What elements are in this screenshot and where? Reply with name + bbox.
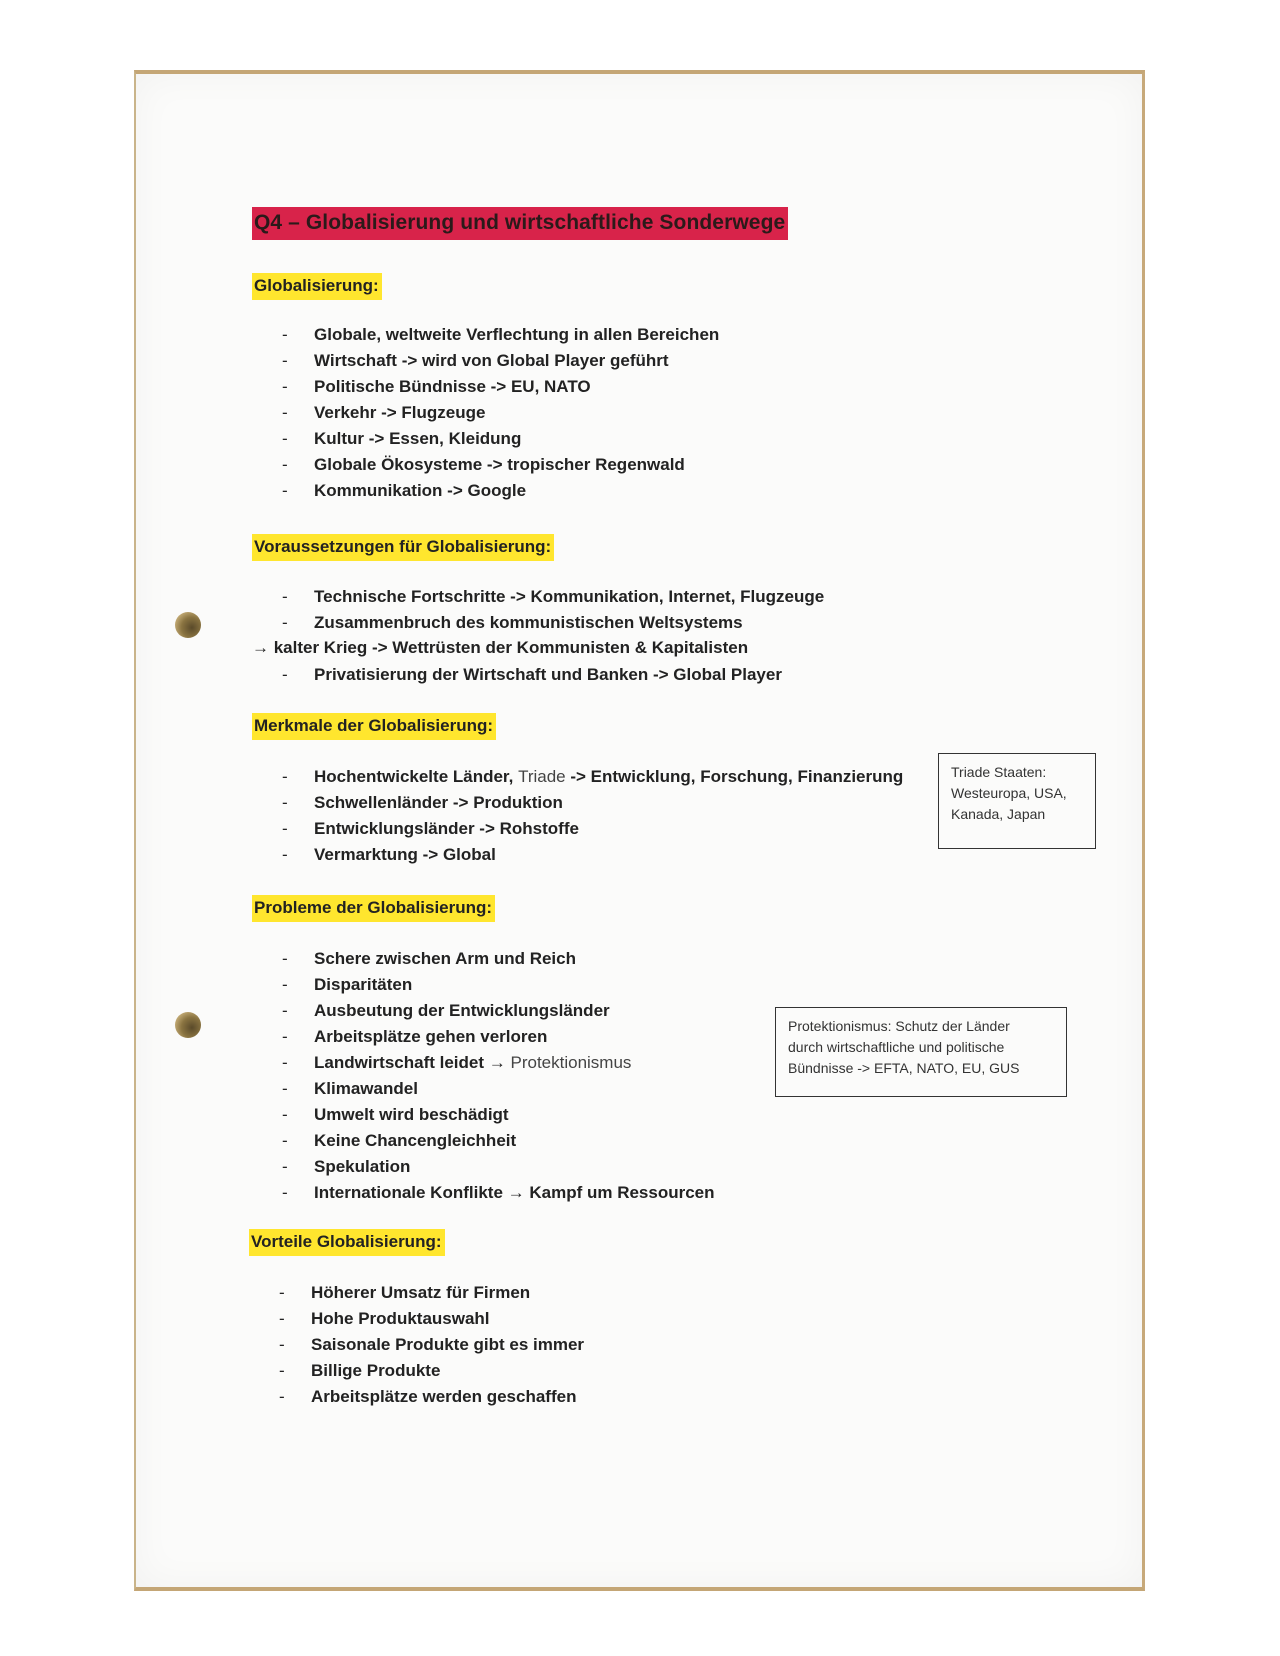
list-item: - Höherer Umsatz für Firmen (279, 1280, 584, 1306)
list-item: - Schwellenländer -> Produktion (282, 790, 903, 816)
note-box-triade: Triade Staaten: Westeuropa, USA, Kanada, Japan (938, 753, 1096, 849)
list-item: - Privatisierung der Wirtschaft und Banken -> Global Player (282, 662, 782, 688)
list-item: - Keine Chancengleichheit (282, 1128, 715, 1154)
heading-voraussetzungen: Voraussetzungen für Globalisierung: (252, 534, 554, 561)
list-item: - Politische Bündnisse -> EU, NATO (282, 374, 719, 400)
list-item: - Billige Produkte (279, 1358, 584, 1384)
list-item: - Zusammenbruch des kommunistischen Weltsystems (282, 610, 824, 636)
heading-probleme: Probleme der Globalisierung: (252, 895, 495, 922)
protektionismus-term: Protektionismus (510, 1053, 632, 1072)
list-item: - Verkehr -> Flugzeuge (282, 400, 719, 426)
list-vorteile (279, 1280, 584, 1410)
list-item: - Saisonale Produkte gibt es immer (279, 1332, 584, 1358)
list-probleme (282, 946, 715, 1206)
list-item: - Globale Ökosysteme -> tropischer Regenwald (282, 452, 719, 478)
list-item: - Hochentwickelte Länder, Triade -> Entwicklung, Forschung, Finanzierung (282, 764, 903, 790)
list-item: - Umwelt wird beschädigt (282, 1102, 715, 1128)
list-globalisierung (282, 322, 719, 504)
list-item: - Klimawandel (282, 1076, 715, 1102)
list-item: - Technische Fortschritte -> Kommunikation, Internet, Flugzeuge (282, 584, 824, 610)
list-item: - Globale, weltweite Verflechtung in allen Bereichen (282, 322, 719, 348)
list-item: - Ausbeutung der Entwicklungsländer (282, 998, 715, 1024)
list-item: - Vermarktung -> Global (282, 842, 903, 868)
list-item: - Kultur -> Essen, Kleidung (282, 426, 719, 452)
list-item: - Spekulation (282, 1154, 715, 1180)
heading-vorteile: Vorteile Globalisierung: (249, 1229, 445, 1256)
list-item: - Wirtschaft -> wird von Global Player geführt (282, 348, 719, 374)
punch-hole-icon (175, 612, 201, 638)
list-item: - Schere zwischen Arm und Reich (282, 946, 715, 972)
list-item: - Hohe Produktauswahl (279, 1306, 584, 1332)
list-item: - Arbeitsplätze werden geschaffen (279, 1384, 584, 1410)
page-title: Q4 – Globalisierung und wirtschaftliche Sonderwege (252, 207, 788, 240)
list-voraussetzungen (282, 584, 824, 636)
list-item: - Disparitäten (282, 972, 715, 998)
list-item: - Landwirtschaft leidet → Protektionismus (282, 1050, 715, 1076)
list-item: - Entwicklungsländer -> Rohstoffe (282, 816, 903, 842)
list-item: - Internationale Konflikte → Kampf um Ressourcen (282, 1180, 715, 1206)
list-item: - Kommunikation -> Google (282, 478, 719, 504)
heading-merkmale: Merkmale der Globalisierung: (252, 713, 496, 740)
list-merkmale (282, 764, 903, 868)
punch-hole-icon (175, 1012, 201, 1038)
arrow-note-kalter-krieg: → kalter Krieg -> Wettrüsten der Kommunisten & Kapitalisten (252, 638, 749, 657)
triade-term: Triade (518, 767, 566, 786)
heading-globalisierung: Globalisierung: (252, 273, 382, 300)
list-item: - Arbeitsplätze gehen verloren (282, 1024, 715, 1050)
note-box-protektionismus: Protektionismus: Schutz der Länder durch wirtschaftliche und politische Bündnisse -> EFTA, NATO, EU, GUS (775, 1007, 1067, 1097)
list-voraussetzungen-after (282, 662, 782, 688)
